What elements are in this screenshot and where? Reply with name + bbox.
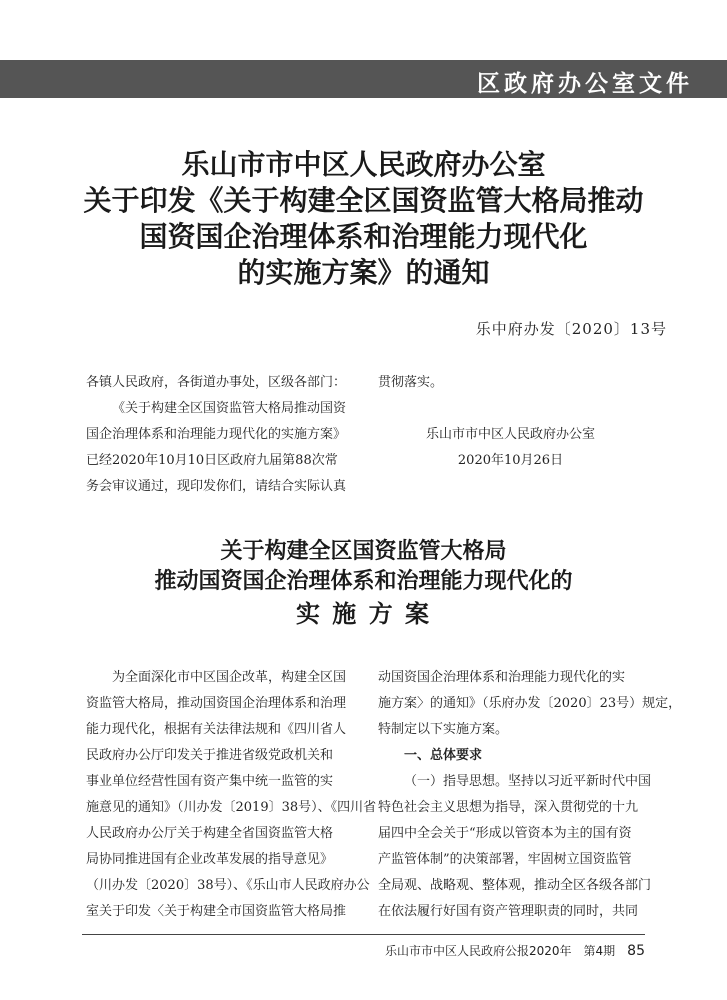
plan-body-line: 动国资国企治理体系和治理能力现代化的实	[378, 670, 626, 685]
plan-body-line: 事业单位经营性国有资产集中统一监管的实	[86, 774, 334, 789]
publication-name: 乐山市市中区人民政府公报2020年 第4期	[384, 944, 616, 958]
plan-title-line-1: 关于构建全区国资监管大格局	[220, 538, 507, 564]
plan-body-line: 产监管体制”的决策部署，牢固树立国资监管	[378, 852, 632, 867]
signature-issuer: 乐山市市中区人民政府办公室	[425, 427, 595, 442]
notice-title-line-3: 国资国企治理体系和治理能力现代化	[139, 220, 588, 253]
plan-body-line: （川办发〔2020〕38号）、《乐山市人民政府办公	[86, 878, 370, 893]
notice-title-line-4: 的实施方案》的通知	[237, 256, 490, 289]
footer-rule	[82, 934, 645, 935]
page-number: 85	[627, 943, 645, 959]
notice-title-line-1: 乐山市市中区人民政府办公室	[181, 148, 546, 181]
plan-body-line: 特色社会主义思想为指导，深入贯彻党的十九	[378, 800, 639, 815]
plan-body-line: 为全面深化市中区国企改革，构建全区国	[112, 670, 347, 685]
plan-body-line: 室关于印发〈关于构建全市国资监管大格局推	[86, 904, 347, 919]
notice-body-line: 国企治理体系和治理能力现代化的实施方案》	[86, 427, 347, 442]
notice-title-line-2: 关于印发《关于构建全区国资监管大格局推动	[83, 184, 644, 217]
plan-title-line-3: 实 施 方 案	[295, 599, 432, 628]
notice-body-line: 《关于构建全区国资监管大格局推动国资	[112, 401, 347, 416]
plan-title-line-2: 推动国资国企治理体系和治理能力现代化的	[154, 568, 573, 594]
section-header-bar	[0, 60, 727, 98]
notice-body-end: 贯彻落实。	[378, 375, 444, 390]
page-footer	[82, 942, 645, 959]
section-label: 区政府办公室文件	[477, 71, 693, 97]
plan-body-line: （一）指导思想。坚持以习近平新时代中国	[404, 774, 652, 789]
plan-body-line: 全局观、战略观、整体观，推动全区各级各部门	[378, 878, 652, 893]
plan-body-line: 能力现代化，根据有关法律法规和《四川省人	[86, 722, 347, 737]
section-heading: 一、总体要求	[404, 748, 483, 763]
plan-body-line: 在依法履行好国有资产管理职责的同时，共同	[378, 904, 639, 919]
plan-body-line: 特制定以下实施方案。	[378, 722, 509, 737]
plan-body-line: 民政府办公厅印发关于推进省级党政机关和	[86, 748, 334, 763]
plan-body-line: 届四中全会关于“形成以管资本为主的国有资	[378, 826, 632, 841]
plan-body-line: 施方案〉的通知》（乐府办发〔2020〕23号）规定，	[378, 696, 682, 711]
document-number: 乐中府办发〔2020〕13号	[475, 320, 667, 338]
plan-body-line: 施意见的通知》（川办发〔2019〕38号）、《四川省	[86, 800, 377, 815]
signature-date: 2020年10月26日	[457, 453, 564, 468]
salutation: 各镇人民政府，各街道办事处，区级各部门：	[86, 375, 347, 390]
plan-body-line: 局协同推进国有企业改革发展的指导意见》	[86, 852, 334, 867]
notice-body-line: 已经2020年10月10日区政府九届第88次常	[86, 453, 338, 468]
plan-body-line: 人民政府办公厅关于构建全省国资监管大格	[86, 826, 334, 841]
notice-body-line: 务会审议通过，现印发你们，请结合实际认真	[86, 479, 347, 494]
plan-body-line: 资监管大格局，推动国资国企治理体系和治理	[86, 696, 347, 711]
